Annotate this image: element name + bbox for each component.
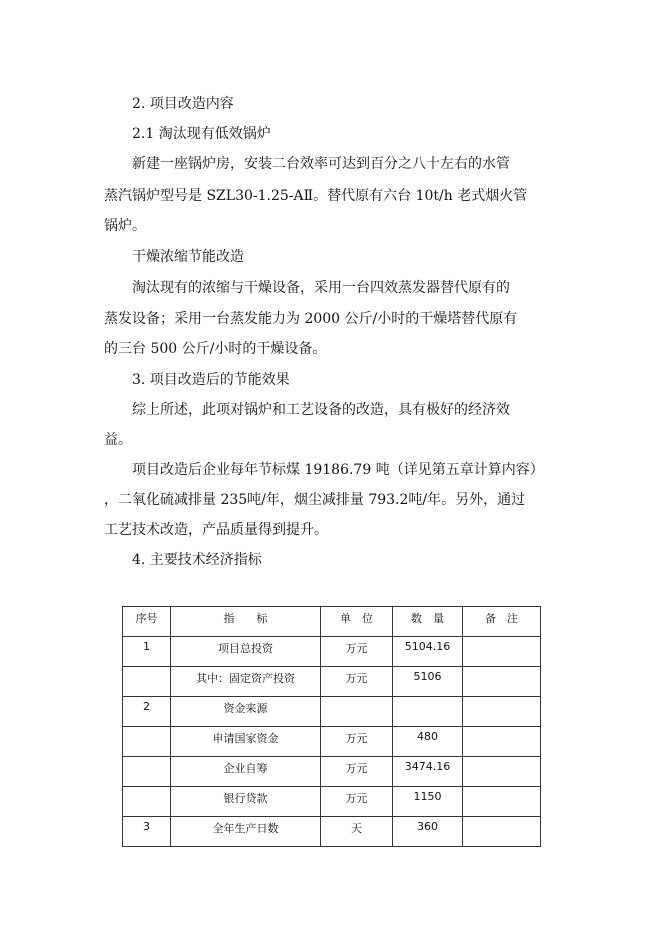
table-cell: 3 <box>123 817 171 847</box>
table-cell: 资金来源 <box>171 697 321 727</box>
paragraph-line: 项目改造后企业每年节标煤 19186.79 吨（详见第五章计算内容） <box>132 462 544 478</box>
subsection-heading-2-1: 2.1 淘汰现有低效锅炉 <box>132 126 271 142</box>
table-cell <box>321 697 393 727</box>
table-cell <box>123 667 171 697</box>
table-cell: 万元 <box>321 787 393 817</box>
table-row <box>123 817 541 847</box>
paragraph-line: 的三台 500 公斤/小时的干燥设备。 <box>104 341 327 357</box>
table-row <box>123 697 541 727</box>
table-cell: 其中：固定资产投资 <box>171 667 321 697</box>
table-cell <box>123 757 171 787</box>
paragraph-line: 蒸汽锅炉型号是 SZL30-1.25-AⅡ。替代原有六台 10t/h 老式烟火管 <box>104 188 528 204</box>
section-heading-4: 4. 主要技术经济指标 <box>132 552 262 568</box>
paragraph-line: 淘汰现有的浓缩与干燥设备，采用一台四效蒸发器替代原有的 <box>132 280 510 296</box>
table-cell: 申请国家资金 <box>171 727 321 757</box>
subsection-heading: 干燥浓缩节能改造 <box>132 249 244 265</box>
table-row <box>123 787 541 817</box>
table-row <box>123 727 541 757</box>
paragraph-line: 益。 <box>104 432 132 448</box>
table-cell: 万元 <box>321 727 393 757</box>
table-header-row <box>123 607 541 637</box>
table-cell <box>123 727 171 757</box>
header-cell: 指 标 <box>171 607 321 637</box>
section-heading-2: 2. 项目改造内容 <box>132 96 234 112</box>
table-cell: 全年生产日数 <box>171 817 321 847</box>
table-cell: 企业自筹 <box>171 757 321 787</box>
table-cell: 项目总投资 <box>171 637 321 667</box>
table-cell: 5106 <box>393 667 463 697</box>
header-cell: 序号 <box>123 607 171 637</box>
table-cell <box>463 727 541 757</box>
table-cell: 天 <box>321 817 393 847</box>
paragraph-line: 蒸发设备；采用一台蒸发能力为 2000 公斤/小时的干燥塔替代原有 <box>104 311 518 327</box>
table-cell <box>123 787 171 817</box>
table-cell: 万元 <box>321 667 393 697</box>
table-row <box>123 757 541 787</box>
table-cell <box>463 697 541 727</box>
technical-economic-indicators-table <box>122 606 541 847</box>
table-cell: 1150 <box>393 787 463 817</box>
header-cell: 备 注 <box>463 607 541 637</box>
table-cell: 万元 <box>321 757 393 787</box>
header-cell: 数 量 <box>393 607 463 637</box>
table-cell: 3474.16 <box>393 757 463 787</box>
table-cell <box>463 757 541 787</box>
table-row <box>123 667 541 697</box>
table-row <box>123 637 541 667</box>
paragraph-line: 锅炉。 <box>104 218 146 234</box>
table-cell <box>463 787 541 817</box>
table-cell: 银行贷款 <box>171 787 321 817</box>
table-cell: 360 <box>393 817 463 847</box>
table-cell <box>463 817 541 847</box>
table-cell <box>463 667 541 697</box>
paragraph-line: ，二氧化硫减排量 235吨/年，烟尘减排量 793.2吨/年。另外，通过 <box>104 492 526 508</box>
table-cell: 5104.16 <box>393 637 463 667</box>
paragraph-line: 综上所述，此项对锅炉和工艺设备的改造，具有极好的经济效 <box>132 402 510 418</box>
paragraph-line: 新建一座锅炉房，安装二台效率可达到百分之八十左右的水管 <box>132 156 510 172</box>
table-cell: 2 <box>123 697 171 727</box>
header-cell: 单 位 <box>321 607 393 637</box>
table-cell: 480 <box>393 727 463 757</box>
paragraph-line: 工艺技术改造，产品质量得到提升。 <box>104 522 328 538</box>
table-cell <box>463 637 541 667</box>
table-cell: 万元 <box>321 637 393 667</box>
table-cell <box>393 697 463 727</box>
section-heading-3: 3. 项目改造后的节能效果 <box>132 372 290 388</box>
table-cell: 1 <box>123 637 171 667</box>
